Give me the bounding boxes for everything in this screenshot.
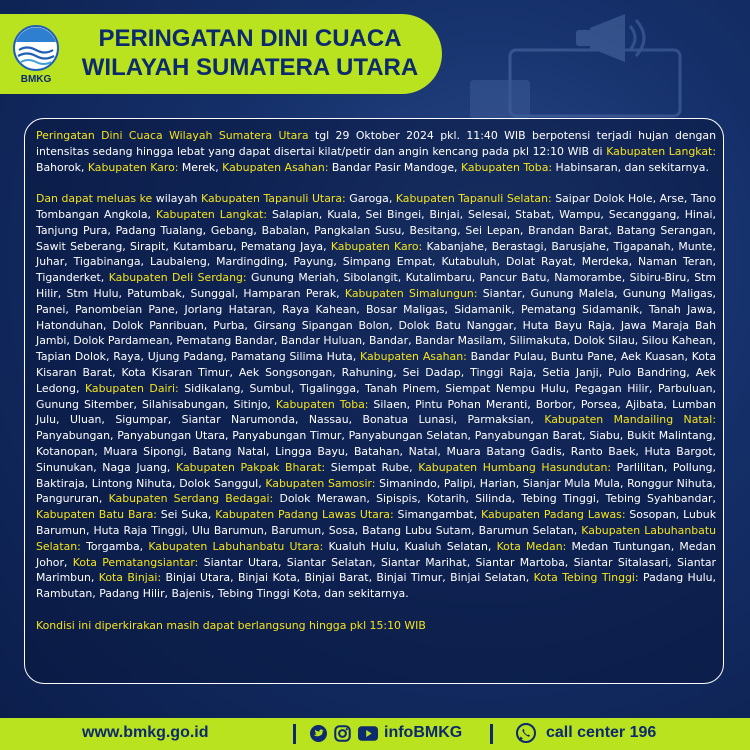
body-text-segment: Saipar Dolok Hole, Arse, Tano Tombangan Angkola, bbox=[36, 192, 716, 221]
highlight-text: Kabupaten Langkat: bbox=[606, 144, 716, 158]
social-handle[interactable]: infoBMKG bbox=[384, 724, 463, 741]
body-text-segment: Kualuh Hulu, Kualuh Selatan, bbox=[323, 539, 497, 553]
highlight-text: Kota Medan: bbox=[496, 539, 567, 553]
highlight-text: Peringatan Dini Cuaca Wilayah Sumatera Utara bbox=[36, 129, 309, 142]
footer-divider bbox=[490, 724, 493, 744]
body-text-segment: Panyabungan, Panyabungan Utara, Panyabungan Timur, Panyabungan Selatan, Panyabungan Barat, Siabu, Bukit Malintang, Kotanopan, Muara Sipongi, Batang Natal, Lingga Bayu, Batahan, Natal, Muara Batang Gadis, Ranto Baek, Huta Bargot, Sinunukan, Naga Juang, bbox=[36, 429, 716, 474]
body-text-segment: Merek, bbox=[178, 160, 223, 174]
body-text-segment: Gunung Meriah, Sibolangit, Kutalimbaru, Pancur Batu, Namorambe, Sibiru-Biru, Stm Hilir, Stm Hulu, Patumbak, Sunggal, Hamparan Perak, bbox=[36, 271, 716, 300]
highlight-text: Kabupaten Serdang Bedagai: bbox=[108, 492, 274, 506]
instagram-icon[interactable] bbox=[334, 725, 351, 742]
highlight-text: Kabupaten Samosir: bbox=[265, 476, 376, 490]
highlight-text: Kabupaten Padang Lawas: bbox=[481, 508, 626, 522]
whatsapp-icon[interactable] bbox=[516, 723, 536, 743]
footer-bar bbox=[0, 718, 750, 750]
body-text-segment: Bandar Pulau, Buntu Pane, Aek Kuasan, Kota Kisaran Barat, Kota Kisaran Timur, Aek Songsongan, Rahuning, Sei Dadap, Tinggi Raja, Setia Janji, Pulo Bandring, Aek Ledong, bbox=[36, 350, 717, 395]
page-title bbox=[60, 24, 440, 82]
warning-paragraph bbox=[36, 618, 716, 634]
body-text-segment: Parlilitan, Pollung, Baktiraja, Lintong Nihuta, Dolok Sanggul, bbox=[36, 460, 717, 490]
bmkg-logo bbox=[10, 24, 62, 84]
body-text-segment: Dolok Merawan, Sipispis, Kotarih, Silinda, Tebing Tinggi, Tebing Syahbandar, bbox=[273, 492, 716, 506]
highlight-text: Kabupaten Tapanuli Selatan: bbox=[395, 192, 552, 206]
body-text-segment: Sosopan, Lubuk Barumun, Huta Raja Tinggi, Ulu Barumun, Barumun, Sosa, Batang Lubu Sutam, Barumun Selatan, bbox=[36, 508, 717, 537]
highlight-text: Kabupaten Batu Bara: bbox=[36, 508, 157, 522]
body-text-segment: Sidikalang, Sumbul, Tigalingga, Tanah Pinem, Siempat Nempu Hulu, Pegagan Hilir, Parbuluan, Gunung Sitember, Silahisabungan, Sitinjo, bbox=[36, 381, 716, 411]
highlight-text: Kabupaten Padang Lawas Utara: bbox=[215, 508, 394, 522]
highlight-text: Kabupaten Langkat: bbox=[155, 207, 268, 221]
logo-text: BMKG bbox=[20, 74, 52, 84]
warning-text bbox=[36, 128, 716, 649]
highlight-text: Kabupaten Toba: bbox=[460, 160, 553, 174]
highlight-text: Kabupaten Asahan: bbox=[360, 350, 467, 364]
footer-divider bbox=[293, 724, 296, 744]
body-text-segment: Silaen, Pintu Pohan Meranti, Borbor, Porsea, Ajibata, Lumban Julu, Uluan, Sigumpar, Siantar Narumonda, Nassau, Bonatua Lunasi, Parmaksian, bbox=[36, 397, 716, 427]
body-text-segment: Bandar Pasir Mandoge, bbox=[328, 160, 461, 174]
highlight-text: Kabupaten Labuhanbatu Selatan: bbox=[36, 523, 717, 553]
warning-paragraph bbox=[36, 128, 716, 175]
warning-paragraph bbox=[36, 191, 716, 602]
highlight-text: Kota Pematangsiantar: bbox=[72, 555, 199, 569]
body-text-segment: Binjai Utara, Binjai Kota, Binjai Barat, Binjai Timur, Binjai Selatan, bbox=[161, 571, 534, 585]
body-text-segment: wilayah bbox=[152, 192, 201, 206]
body-text-segment: Kabanjahe, Berastagi, Barusjahe, Tigapanah, Munte, Juhar, Tigabinanga, Laubaleng, Mardingding, Payung, Simpang Empat, Kutabuluh, Dolat Rayat, Merdeka, Naman Teran, Tiganderket, bbox=[36, 239, 716, 285]
highlight-text: Kondisi ini diperkirakan masih dapat berlangsung hingga pkl 15:10 WIB bbox=[36, 618, 426, 632]
body-text-segment: Simangambat, bbox=[393, 508, 482, 522]
highlight-text: Kabupaten Tapanuli Utara: bbox=[201, 192, 346, 206]
highlight-text: Kabupaten Humbang Hasundutan: bbox=[418, 460, 612, 474]
highlight-text: Kabupaten Karo: bbox=[330, 239, 423, 253]
highlight-text: Dan dapat meluas ke bbox=[36, 192, 153, 206]
highlight-text: Kabupaten Karo: bbox=[87, 160, 179, 174]
highlight-text: Kabupaten Dairi: bbox=[84, 381, 179, 395]
body-text-segment: tgl 29 Oktober 2024 pkl. 11:40 WIB berpotensi terjadi hujan dengan intensitas sedang hingga lebat yang dapat disertai kilat/petir dan angin kencang pada pkl 12:10 WIB di bbox=[36, 129, 716, 158]
title-line-1: PERINGATAN DINI CUACA bbox=[98, 25, 402, 52]
body-text-segment: Padang Hulu, Rambutan, Padang Hilir, Bajenis, Tebing Tinggi Kota, dan sekitarnya. bbox=[36, 571, 717, 601]
highlight-text: Kabupaten Simalungun: bbox=[344, 286, 478, 300]
twitter-icon[interactable] bbox=[310, 725, 327, 742]
body-text-segment: Siantar, Gunung Malela, Gunung Maligas, Panei, Panombeian Pane, Jorlang Hataran, Raya Kahean, Bosar Maligas, Sidamanik, Pematang Sidamanik, Tanah Jawa, Hatonduhan, Dolok Panribuan, Purba, Girsang Sipangan Bolon, Dolok Batu Nanggar, Huta Bayu Raja, Jawa Maraja Bah Jambi, Dolok Pardamean, Pematang Bandar, Bandar Huluan, Bandar, Bandar Masilam, Silimakuta, Dolok Silau, Silou Kahean, Tapian Dolok, Raya, Ujung Padang, Pamatang Silima Huta, bbox=[36, 286, 716, 364]
body-text-segment: Siempat Rube, bbox=[325, 460, 419, 474]
body-text-segment: Medan Tuntungan, Medan Johor, bbox=[36, 539, 716, 569]
youtube-icon[interactable] bbox=[358, 725, 378, 742]
highlight-text: Kabupaten Deli Serdang: bbox=[108, 271, 247, 285]
highlight-text: Kabupaten Pakpak Bharat: bbox=[176, 460, 326, 474]
highlight-text: Kabupaten Toba: bbox=[275, 397, 369, 411]
body-text-segment: Sei Suka, bbox=[156, 508, 216, 522]
body-text-segment: Siantar Utara, Siantar Selatan, Siantar Marihat, Siantar Martoba, Siantar Sitalasari, Siantar Marimbun, bbox=[36, 555, 717, 585]
body-text-segment: Salapian, Kuala, Sei Bingei, Binjai, Selesai, Stabat, Wampu, Secanggang, Hinai, Tanjung Pura, Padang Tualang, Gebang, Babalan, Pangkalan Susu, Besitang, Sei Lepan, Brandan Barat, Batang Serangan, Sawit Seberang, Sirapit, Kutambaru, Pematang Jaya, bbox=[36, 207, 716, 253]
highlight-text: Kabupaten Asahan: bbox=[222, 160, 329, 174]
highlight-text: Kabupaten Mandailing Natal: bbox=[544, 413, 717, 427]
title-line-2: WILAYAH SUMATERA UTARA bbox=[81, 54, 419, 81]
highlight-text: Kabupaten Labuhanbatu Utara: bbox=[148, 539, 324, 553]
highlight-text: Kota Binjai: bbox=[98, 571, 162, 585]
body-text-segment: Simanindo, Palipi, Harian, Sianjar Mula Mula, Ronggur Nihuta, Pangururan, bbox=[36, 476, 717, 506]
highlight-text: Kota Tebing Tinggi: bbox=[533, 571, 639, 585]
body-text-segment: Garoga, bbox=[345, 192, 396, 206]
body-text-segment: Torgamba, bbox=[80, 539, 149, 553]
body-text-segment: Bahorok, bbox=[36, 160, 88, 174]
background-decoration bbox=[430, 10, 730, 120]
body-text-segment: Habinsaran, dan sekitarnya. bbox=[552, 160, 709, 174]
website-link[interactable]: www.bmkg.go.id bbox=[82, 724, 209, 741]
call-center[interactable]: call center 196 bbox=[546, 724, 657, 741]
